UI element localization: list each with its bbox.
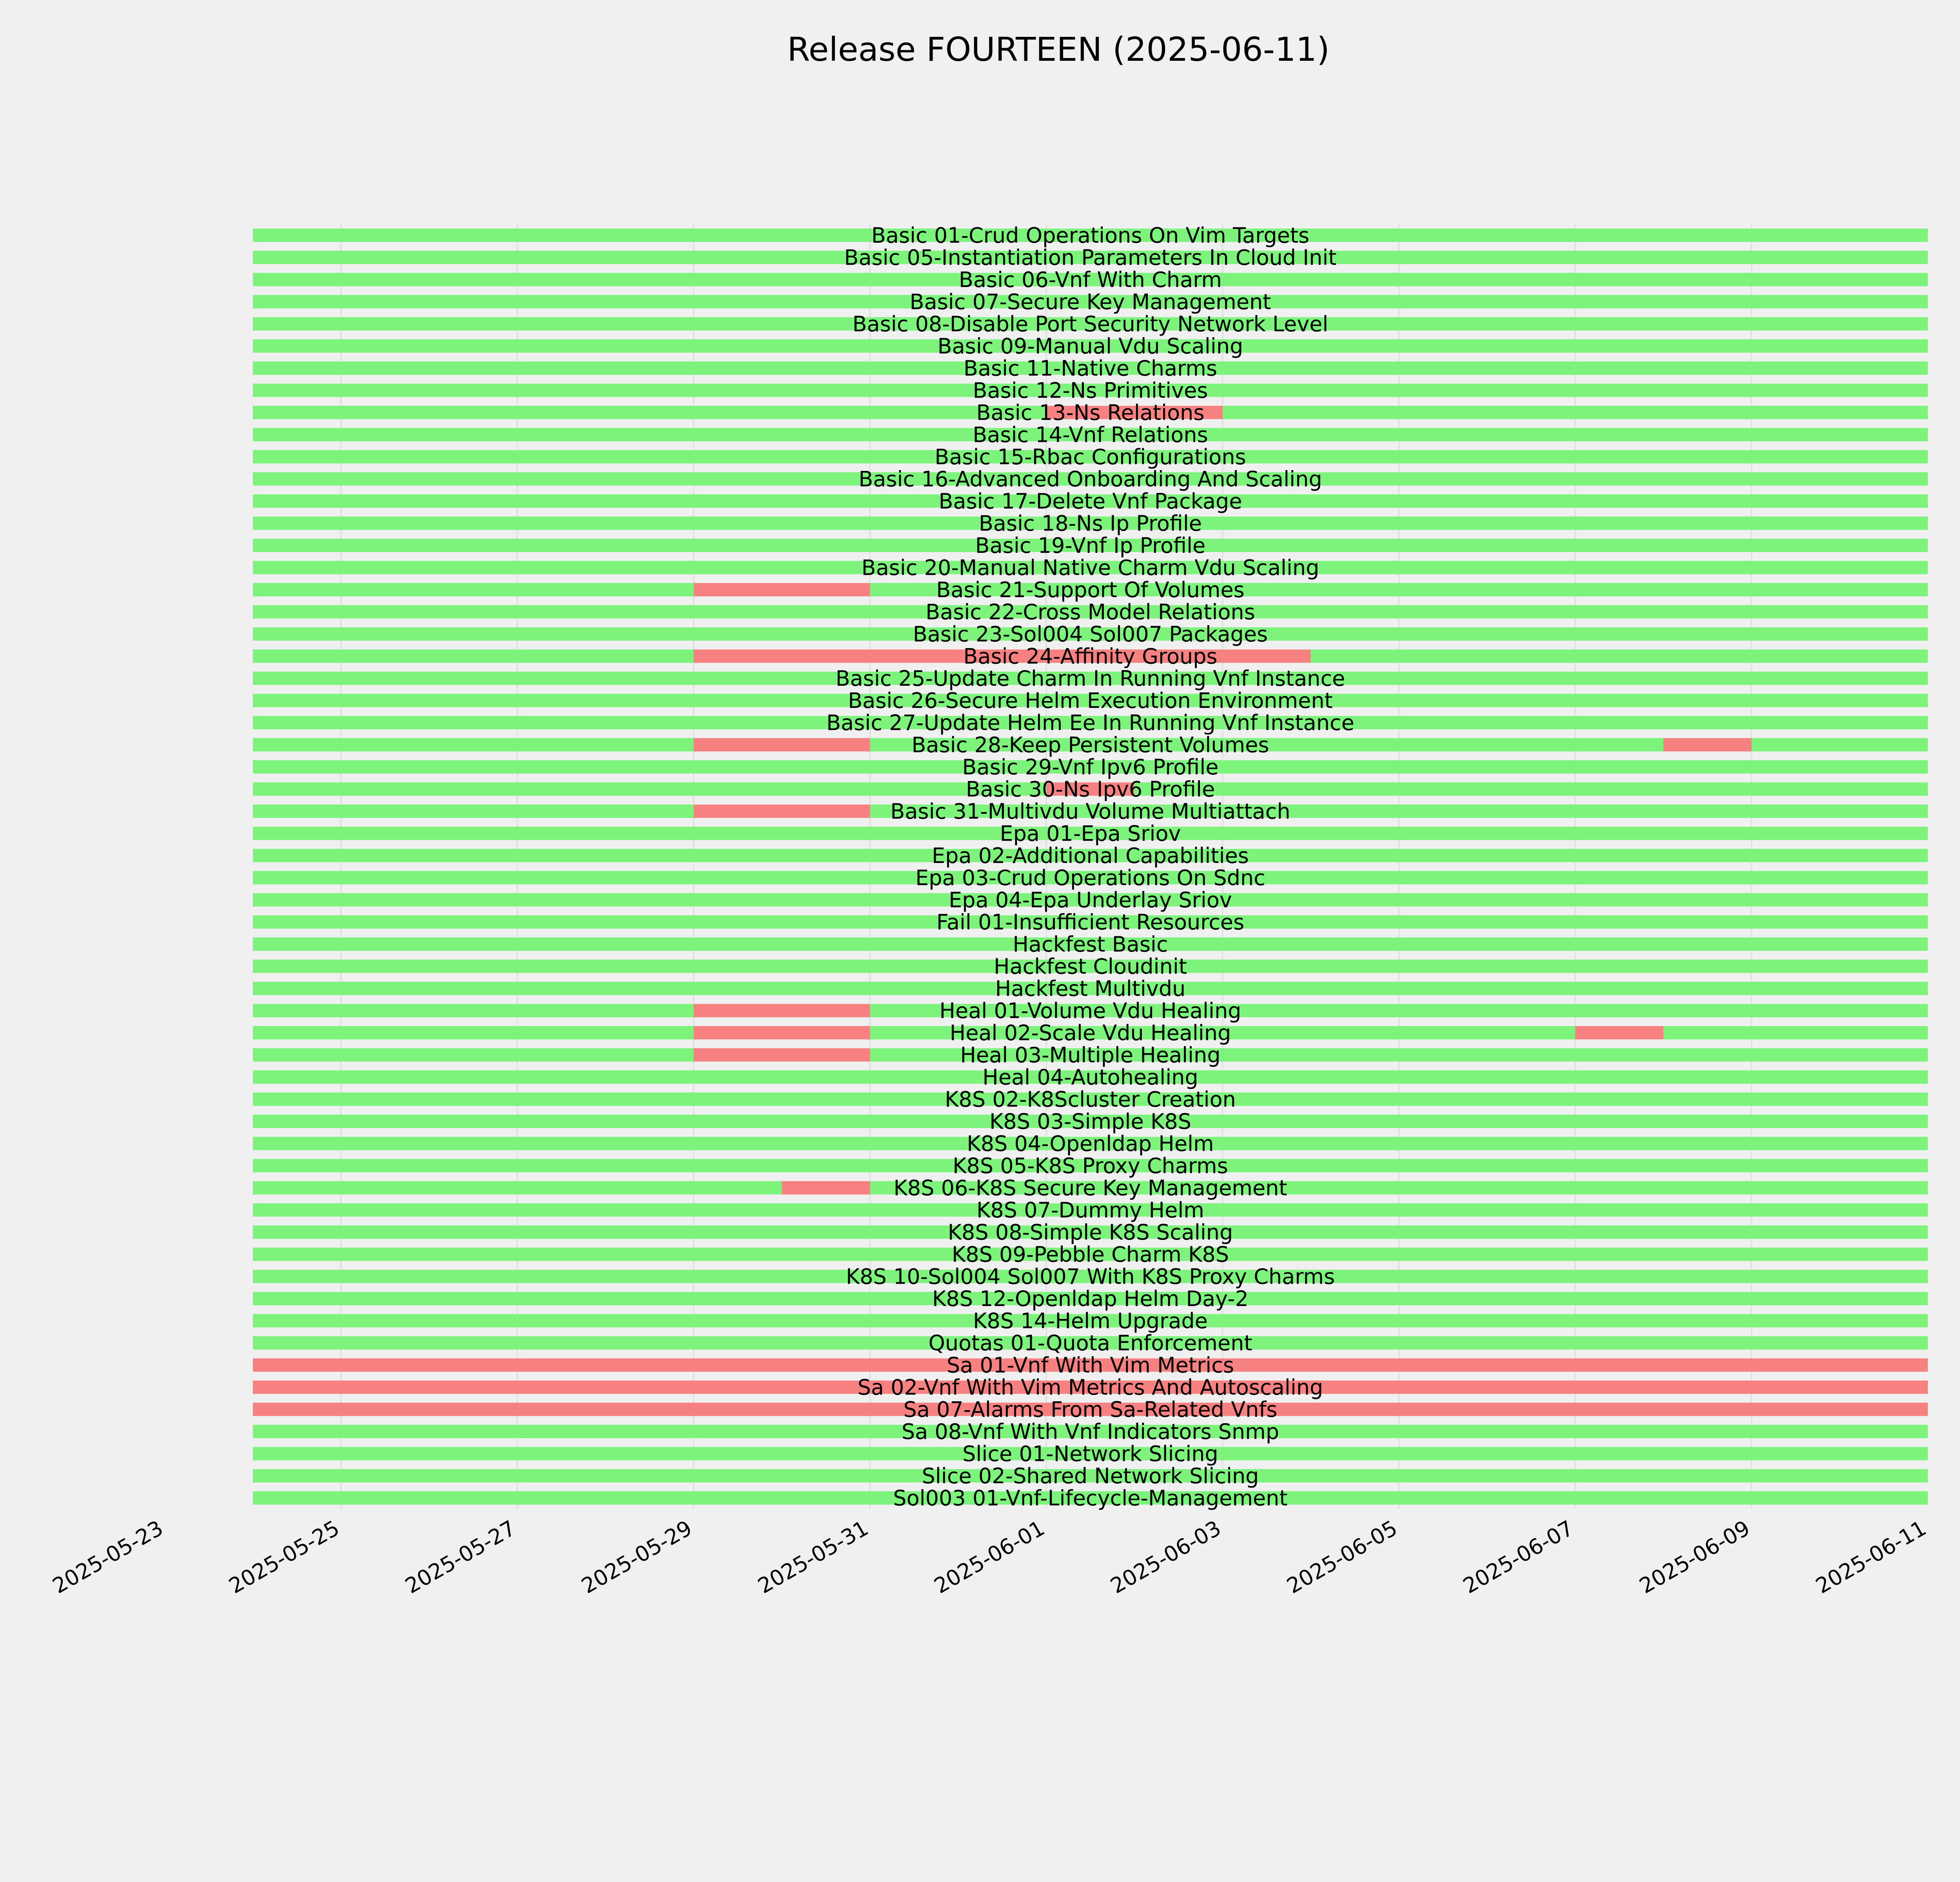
task-label: Basic 20-Manual Native Charm Vdu Scaling — [861, 555, 1319, 580]
task-label: Basic 18-Ns Ip Profile — [978, 511, 1202, 536]
chart-title: Release FOURTEEN (2025-06-11) — [787, 30, 1330, 69]
task-label: K8S 09-Pebble Charm K8S — [951, 1242, 1229, 1267]
task-label: Basic 08-Disable Port Security Network Level — [852, 312, 1328, 336]
task-label: Basic 22-Cross Model Relations — [926, 599, 1255, 625]
x-tick-label: 2025-06-07 — [1459, 1515, 1578, 1599]
x-tick-label: 2025-06-01 — [930, 1515, 1049, 1599]
task-label: Heal 04-Autohealing — [982, 1065, 1198, 1090]
task-label: Sa 08-Vnf With Vnf Indicators Snmp — [901, 1419, 1279, 1444]
task-label: Hackfest Multivdu — [995, 976, 1186, 1001]
task-label: Basic 29-Vnf Ipv6 Profile — [962, 755, 1219, 779]
task-label: Epa 01-Epa Sriov — [1000, 821, 1181, 846]
task-label: Slice 02-Shared Network Slicing — [922, 1464, 1259, 1488]
task-label: Slice 01-Network Slicing — [962, 1441, 1218, 1466]
task-label: K8S 04-Openldap Helm — [967, 1131, 1214, 1156]
x-tick-label: 2025-06-05 — [1282, 1515, 1402, 1599]
task-label: Basic 11-Native Charms — [963, 356, 1218, 381]
x-axis-ticks — [48, 1515, 1930, 1598]
task-label: Basic 19-Vnf Ip Profile — [975, 533, 1206, 558]
task-label: Basic 16-Advanced Onboarding And Scaling — [858, 467, 1322, 492]
task-bar-fail — [693, 1048, 870, 1062]
task-label: Basic 25-Update Charm In Running Vnf Instance — [835, 666, 1345, 691]
task-label: K8S 03-Simple K8S — [989, 1109, 1192, 1134]
task-label: Heal 03-Multiple Healing — [960, 1043, 1221, 1068]
task-label: Hackfest Basic — [1013, 932, 1168, 957]
task-label: Basic 27-Update Helm Ee In Running Vnf Instance — [826, 710, 1354, 735]
task-label: Basic 01-Crud Operations On Vim Targets — [871, 223, 1310, 248]
task-label: K8S 14-Helm Upgrade — [973, 1308, 1208, 1333]
task-bar-fail — [693, 1004, 870, 1017]
task-label: Hackfest Cloudinit — [993, 954, 1187, 979]
task-label: Basic 12-Ns Primitives — [973, 378, 1208, 403]
task-label: K8S 06-K8S Secure Key Management — [893, 1175, 1287, 1201]
task-label: Basic 15-Rbac Configurations — [935, 445, 1246, 469]
task-label: Sa 07-Alarms From Sa-Related Vnfs — [903, 1397, 1278, 1422]
task-label: K8S 08-Simple K8S Scaling — [947, 1220, 1233, 1245]
task-label: Basic 24-Affinity Groups — [963, 644, 1218, 669]
task-label: K8S 12-Openldap Helm Day-2 — [932, 1286, 1249, 1311]
task-label: K8S 02-K8Scluster Creation — [945, 1087, 1236, 1112]
task-bar-fail — [693, 583, 870, 596]
task-bar-fail — [1575, 1026, 1663, 1039]
task-label: Basic 17-Delete Vnf Package — [938, 489, 1242, 514]
x-tick-label: 2025-05-27 — [401, 1515, 520, 1599]
task-label: Sa 02-Vnf With Vim Metrics And Autoscaling — [857, 1375, 1323, 1400]
x-tick-label: 2025-05-31 — [753, 1515, 873, 1599]
task-label: Basic 06-Vnf With Charm — [958, 267, 1222, 292]
x-tick-label: 2025-06-09 — [1635, 1515, 1754, 1599]
task-label: Basic 26-Secure Helm Execution Environment — [848, 688, 1333, 713]
task-label: Basic 09-Manual Vdu Scaling — [937, 334, 1243, 359]
task-bar-fail — [693, 805, 870, 818]
task-label: Basic 31-Multivdu Volume Multiattach — [890, 799, 1290, 824]
task-label: K8S 07-Dummy Helm — [976, 1198, 1204, 1223]
task-label: K8S 10-Sol004 Sol007 With K8S Proxy Charms — [846, 1264, 1335, 1289]
x-tick-label: 2025-06-11 — [1811, 1515, 1931, 1599]
task-label: Sol003 01-Vnf-Lifecycle-Management — [893, 1486, 1288, 1511]
x-tick-label: 2025-05-23 — [48, 1515, 167, 1599]
task-bar-fail — [1663, 738, 1751, 752]
x-tick-label: 2025-06-03 — [1106, 1515, 1225, 1599]
task-label: Heal 02-Scale Vdu Healing — [949, 1021, 1231, 1045]
task-label: Basic 14-Vnf Relations — [973, 422, 1208, 447]
task-bar-fail — [693, 1026, 870, 1039]
task-label: Heal 01-Volume Vdu Healing — [939, 998, 1241, 1023]
task-label: Basic 30-Ns Ipv6 Profile — [965, 777, 1215, 802]
x-tick-label: 2025-05-25 — [225, 1515, 344, 1599]
task-label: Fail 01-Insufficient Resources — [936, 910, 1245, 935]
task-bar-fail — [782, 1181, 870, 1195]
task-label: Basic 28-Keep Persistent Volumes — [911, 732, 1269, 758]
task-label: K8S 05-K8S Proxy Charms — [953, 1154, 1228, 1178]
task-label: Sa 01-Vnf With Vim Metrics — [946, 1353, 1234, 1378]
task-label: Basic 21-Support Of Volumes — [936, 578, 1245, 602]
task-label: Basic 13-Ns Relations — [976, 400, 1205, 425]
x-tick-label: 2025-05-29 — [577, 1515, 696, 1599]
task-label: Epa 04-Epa Underlay Sriov — [949, 888, 1232, 912]
task-bar-fail — [693, 738, 870, 752]
task-label: Epa 02-Additional Capabilities — [932, 843, 1249, 868]
task-label: Basic 07-Secure Key Management — [909, 289, 1271, 314]
task-label: Basic 05-Instantiation Parameters In Cloud Init — [844, 245, 1337, 270]
task-label: Epa 03-Crud Operations On Sdnc — [915, 865, 1265, 890]
task-label: Quotas 01-Quota Enforcement — [928, 1331, 1252, 1355]
task-label: Basic 23-Sol004 Sol007 Packages — [913, 622, 1268, 647]
